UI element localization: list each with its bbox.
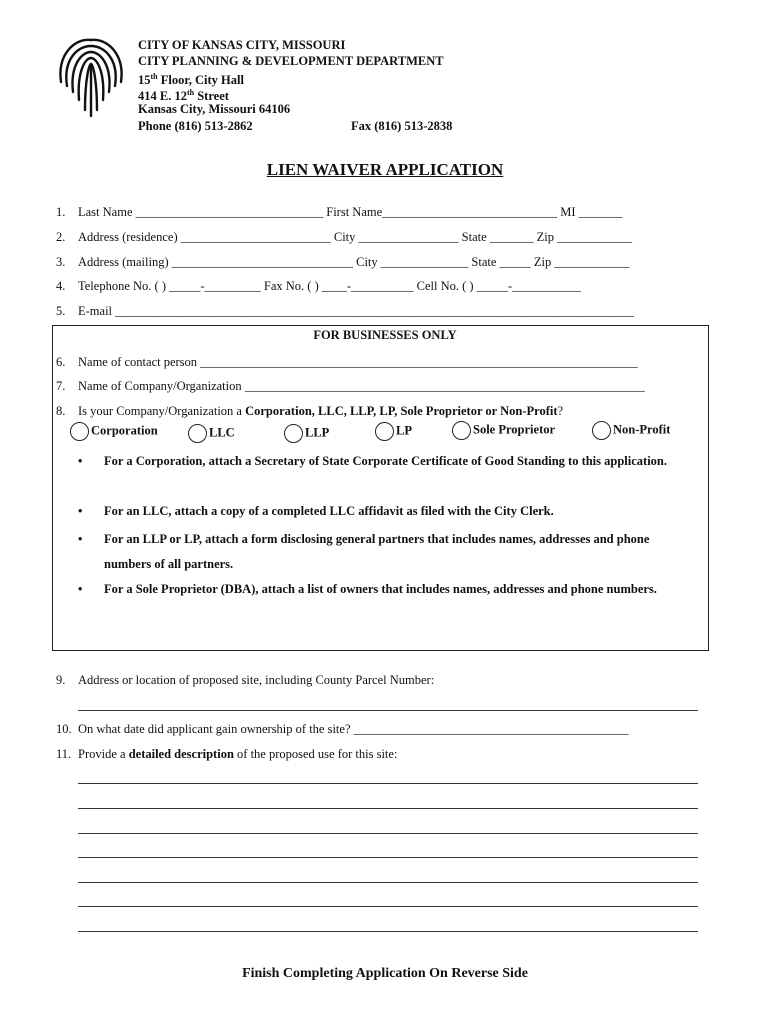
description-line[interactable] [78,783,698,784]
bullet-llp-lp: • For an LLP or LP, attach a form disclosing general partners that includes names, addresses and phone numbers of all partners. [78,532,650,571]
field-company[interactable]: 7. Name of Company/Organization ________________________________________________________________ [56,379,645,393]
form-title: LIEN WAIVER APPLICATION [266,160,504,179]
field-residence-address[interactable]: 2. Address (residence) ________________________ City ________________ State _______ Zip ____________ [56,230,633,244]
bullet-sole-proprietor: • For a Sole Proprietor (DBA), attach a list of owners that includes names, addresses and phone numbers. [78,582,657,596]
question-site-address: 9. Address or location of proposed site, including County Parcel Number: [56,673,435,687]
option-llp[interactable]: LLP [284,424,329,443]
option-llc[interactable]: LLC [188,424,235,443]
header-fax: Fax (816) 513-2838 [351,119,453,133]
fountain-logo-icon [55,36,127,120]
description-line[interactable] [78,833,698,834]
field-ownership-date[interactable]: 10. On what date did applicant gain ownership of the site? ____________________________________________ [56,722,629,736]
header-street: 414 E. 12th Street [138,88,229,104]
business-section-box [52,325,709,651]
radio-circle-icon[interactable] [452,421,471,440]
radio-circle-icon[interactable] [188,424,207,443]
question-entity-type: 8. Is your Company/Organization a Corporation, LLC, LLP, LP, Sole Proprietor or Non-Profit? [56,404,564,418]
field-mailing-address[interactable]: 3. Address (mailing) _____________________________ City ______________ State _____ Zip ____________ [56,255,630,269]
radio-circle-icon[interactable] [70,422,89,441]
business-heading: FOR BUSINESSES ONLY [313,328,457,342]
question-description: 11. Provide a detailed description of the proposed use for this site: [56,747,398,761]
bullet-llc: • For an LLC, attach a copy of a completed LLC affidavit as filed with the City Clerk. [78,504,554,518]
field-contact-person[interactable]: 6. Name of contact person ______________________________________________________________________ [56,355,638,369]
bullet-corporation: • For a Corporation, attach a Secretary of State Corporate Certificate of Good Standing to this application. [78,454,668,468]
radio-circle-icon[interactable] [375,422,394,441]
option-non-profit[interactable]: Non-Profit [592,421,670,440]
footer-note: Finish Completing Application On Reverse Side [242,966,528,981]
radio-circle-icon[interactable] [284,424,303,443]
option-lp[interactable]: LP [375,422,412,441]
description-line[interactable] [78,882,698,883]
field-name[interactable]: 1. Last Name ______________________________ First Name____________________________ MI _______ [56,205,623,219]
option-corporation[interactable]: Corporation [70,422,158,441]
site-address-line[interactable] [78,710,698,711]
header-citystate: Kansas City, Missouri 64106 [138,102,291,116]
description-line[interactable] [78,857,698,858]
field-phones[interactable]: 4. Telephone No. ( ) _____-_________ Fax No. ( ) ____-__________ Cell No. ( ) _____-___________ [56,279,581,293]
option-sole-proprietor[interactable]: Sole Proprietor [452,421,555,440]
header-floor: 15th Floor, City Hall [138,72,244,88]
field-email[interactable]: 5. E-mail ___________________________________________________________________________________ [56,304,634,318]
description-line[interactable] [78,906,698,907]
description-line[interactable] [78,931,698,932]
radio-circle-icon[interactable] [592,421,611,440]
header-phone: Phone (816) 513-2862 [138,119,253,133]
header-department: CITY PLANNING & DEVELOPMENT DEPARTMENT [138,54,444,68]
description-line[interactable] [78,808,698,809]
header-city: CITY OF KANSAS CITY, MISSOURI [138,38,346,52]
